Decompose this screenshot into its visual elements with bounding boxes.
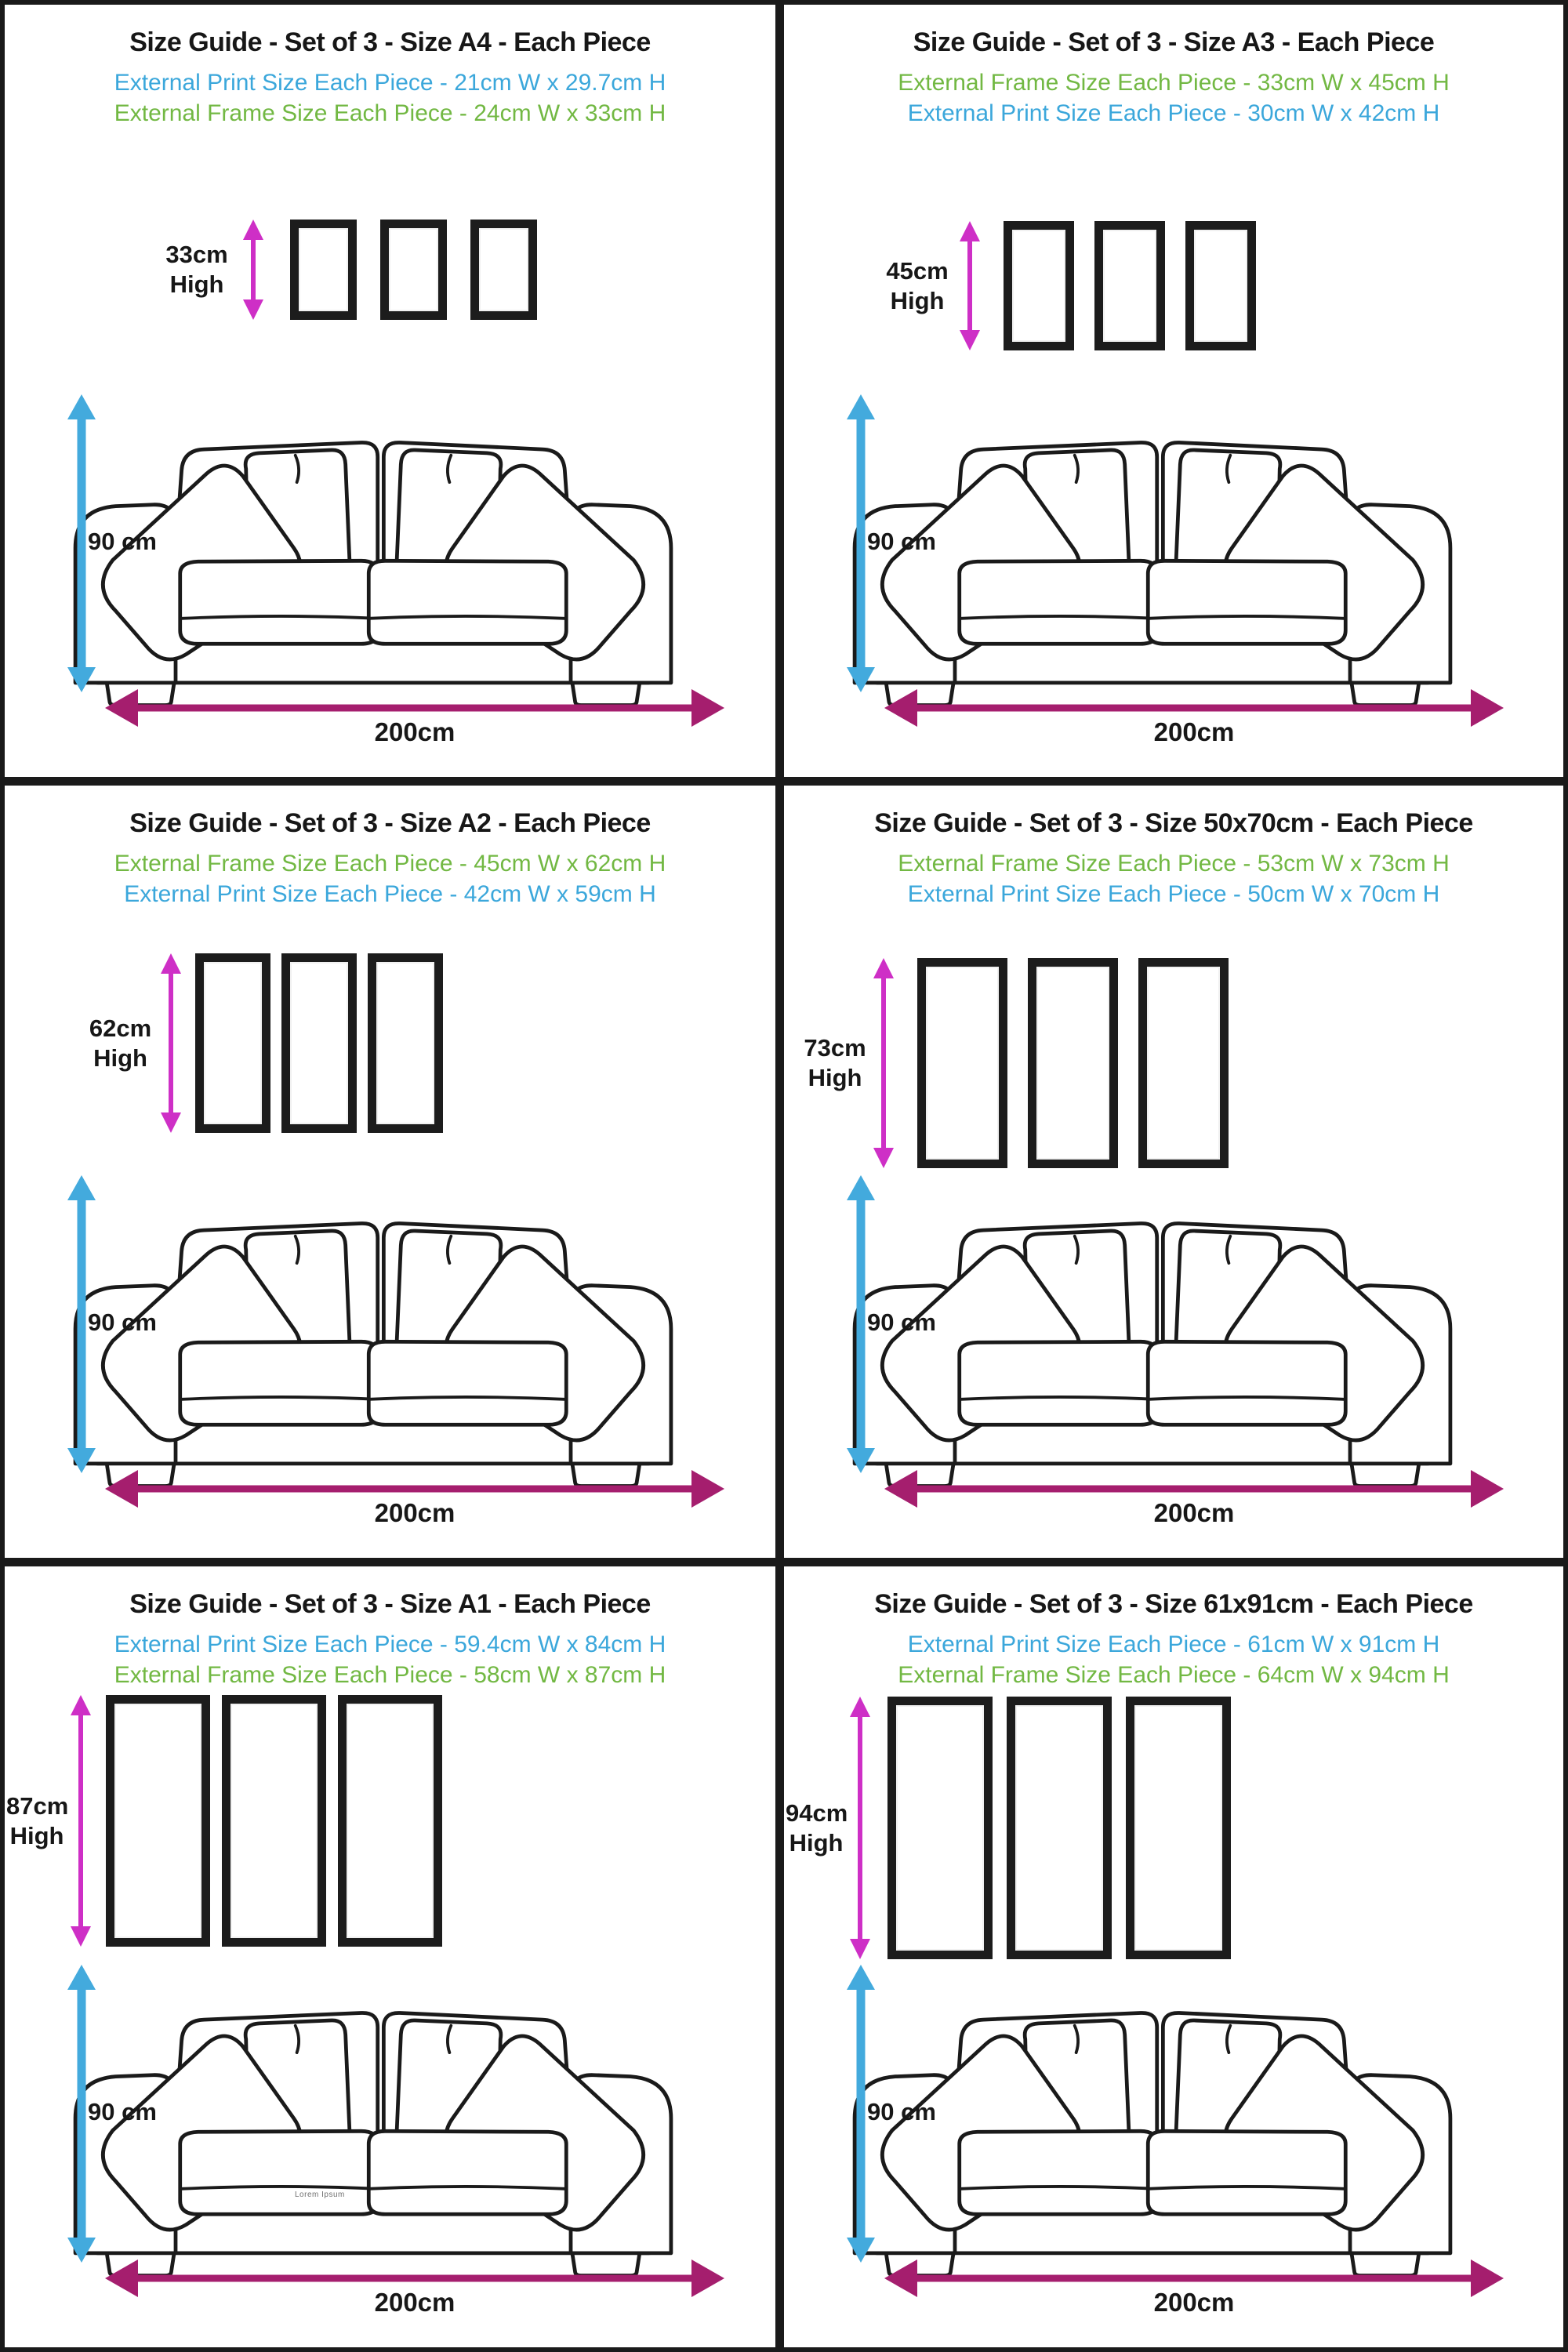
panel-title: Size Guide - Set of 3 - Size 61x91cm - Each Piece	[874, 1589, 1473, 1619]
frame-height-label: 73cm High	[804, 1034, 866, 1091]
print-size-line: External Print Size Each Piece - 59.4cm W x 84cm H	[114, 1632, 666, 1657]
frame-size-line: External Frame Size Each Piece - 58cm W x 87cm H	[114, 1662, 666, 1688]
picture-frame	[281, 953, 357, 1133]
panel-size-61x91	[784, 1566, 1563, 2347]
frame-height-arrow-icon	[956, 221, 983, 350]
picture-frame	[1094, 221, 1165, 350]
frames-row	[5, 220, 775, 320]
picture-frame	[106, 1695, 210, 1947]
panel-title: Size Guide - Set of 3 - Size A1 - Each Piece	[129, 1589, 651, 1619]
sofa-height-label: 90 cm	[88, 528, 157, 555]
frame-size-line: External Frame Size Each Piece - 24cm W x 33cm H	[114, 100, 666, 126]
frames-row	[784, 221, 1563, 350]
frame-height-arrow-icon	[847, 1697, 873, 1959]
picture-frame	[1138, 958, 1229, 1168]
sofa-zone	[784, 1166, 1563, 1558]
sofa-zone	[784, 385, 1563, 777]
frame-height-label: 62cm High	[89, 1014, 152, 1072]
picture-frame	[1126, 1697, 1231, 1959]
frame-height-arrow-icon	[240, 220, 267, 320]
picture-frame	[222, 1695, 326, 1947]
sofa-zone	[784, 1955, 1563, 2347]
panel-size-a4	[5, 5, 784, 786]
frame-size-line: External Frame Size Each Piece - 53cm W x 73cm H	[898, 851, 1450, 877]
panel-header	[5, 786, 775, 909]
frame-height-label: 94cm High	[786, 1798, 848, 1857]
sofa-height-label: 90 cm	[88, 1308, 157, 1336]
frame-height-label: 33cm High	[165, 241, 228, 298]
print-size-line: External Print Size Each Piece - 21cm W x 29.7cm H	[114, 70, 666, 96]
sofa-zone	[5, 385, 775, 777]
sofa-zone	[5, 1955, 775, 2347]
sofa-zone	[5, 1166, 775, 1558]
sofa-width-label: 200cm	[374, 1498, 456, 1527]
picture-frame	[338, 1695, 442, 1947]
sofa-height-label: 90 cm	[867, 1308, 936, 1336]
picture-frame	[887, 1697, 993, 1959]
frame-height-label: 87cm High	[6, 1791, 69, 1849]
picture-frame	[380, 220, 447, 320]
frames-row	[784, 1697, 1563, 1959]
frames-row	[5, 953, 775, 1133]
picture-frame	[1185, 221, 1256, 350]
sofa-height-label: 90 cm	[867, 2098, 936, 2125]
sofa-height-label: 90 cm	[867, 528, 936, 555]
print-size-line: External Print Size Each Piece - 42cm W x 59cm H	[124, 881, 656, 907]
picture-frame	[1028, 958, 1118, 1168]
panel-header	[5, 5, 775, 129]
panel-size-50x70	[784, 786, 1563, 1566]
picture-frame	[290, 220, 357, 320]
panel-size-a2	[5, 786, 784, 1566]
frame-height-arrow-icon	[67, 1695, 94, 1947]
frame-size-line: External Frame Size Each Piece - 45cm W x 62cm H	[114, 851, 666, 877]
sofa-width-label: 200cm	[374, 717, 456, 746]
print-size-line: External Print Size Each Piece - 61cm W x 91cm H	[907, 1632, 1440, 1657]
frame-height-arrow-icon	[870, 958, 897, 1168]
panel-title: Size Guide - Set of 3 - Size A4 - Each Piece	[129, 27, 651, 57]
picture-frame	[368, 953, 443, 1133]
print-size-line: External Print Size Each Piece - 30cm W x 42cm H	[907, 100, 1440, 126]
frames-row	[784, 958, 1563, 1168]
frame-size-line: External Frame Size Each Piece - 33cm W x 45cm H	[898, 70, 1450, 96]
picture-frame	[470, 220, 537, 320]
frames-row	[5, 1695, 775, 1947]
sofa-width-label: 200cm	[1153, 717, 1235, 746]
picture-frame	[195, 953, 270, 1133]
panel-header	[5, 1566, 775, 1690]
sofa-width-label: 200cm	[1153, 1498, 1235, 1527]
frame-size-line: External Frame Size Each Piece - 64cm W x 94cm H	[898, 1662, 1450, 1688]
picture-frame	[917, 958, 1007, 1168]
sofa-watermark-text: Lorem Ipsum	[295, 2190, 345, 2199]
sofa-width-label: 200cm	[374, 2288, 456, 2317]
panel-size-a3	[784, 5, 1563, 786]
print-size-line: External Print Size Each Piece - 50cm W x 70cm H	[907, 881, 1440, 907]
picture-frame	[1007, 1697, 1112, 1959]
panel-title: Size Guide - Set of 3 - Size 50x70cm - Each Piece	[874, 808, 1473, 838]
panel-header	[784, 5, 1563, 129]
panel-header	[784, 786, 1563, 909]
frame-height-arrow-icon	[158, 953, 184, 1133]
frame-height-label: 45cm High	[886, 256, 949, 314]
picture-frame	[1004, 221, 1074, 350]
panel-header	[784, 1566, 1563, 1690]
panel-title: Size Guide - Set of 3 - Size A3 - Each Piece	[913, 27, 1435, 57]
sofa-width-label: 200cm	[1153, 2288, 1235, 2317]
panel-title: Size Guide - Set of 3 - Size A2 - Each Piece	[129, 808, 651, 838]
panel-size-a1	[5, 1566, 784, 2347]
sofa-height-label: 90 cm	[88, 2098, 157, 2125]
